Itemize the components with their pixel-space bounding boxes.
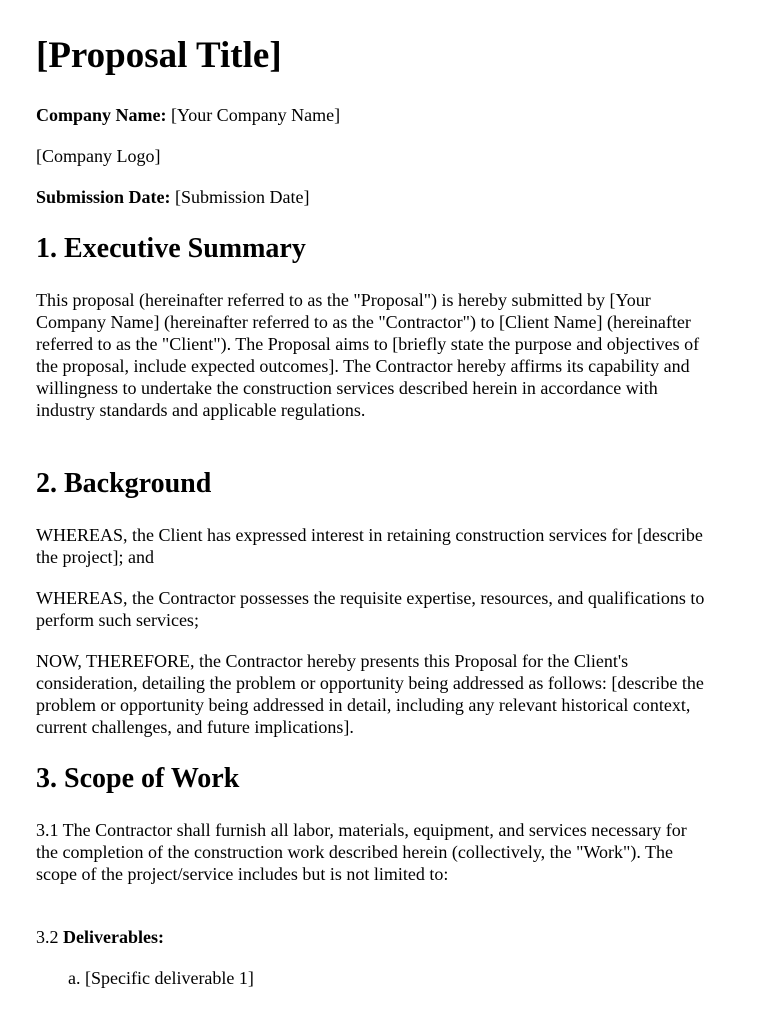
deliverables-line (36, 926, 164, 948)
deliverables-number: 3.2 (36, 927, 63, 947)
scope-of-work-heading: 3. Scope of Work (36, 763, 240, 794)
background-paragraph-2: WHEREAS, the Contractor possesses the requisite expertise, resources, and qualifications to perform such services; (36, 588, 705, 630)
submission-date-line (36, 186, 310, 208)
company-name-line (36, 104, 340, 126)
deliverables-label: Deliverables: (63, 927, 164, 947)
background-heading: 2. Background (36, 468, 212, 499)
company-name-value: [Your Company Name] (166, 105, 341, 125)
company-name-label: Company Name: (36, 105, 167, 125)
deliverable-item-a: a. [Specific deliverable 1] (68, 968, 254, 988)
scope-paragraph-3-1: 3.1 The Contractor shall furnish all labor, materials, equipment, and services necessary for the completion of the construction work described herein (collectively, the "Work"). The scope of the project/service includes but is not limited to: (36, 820, 687, 884)
background-paragraph-1: WHEREAS, the Client has expressed interest in retaining construction services for [describe the project]; and (36, 525, 703, 567)
background-paragraph-3: NOW, THEREFORE, the Contractor hereby presents this Proposal for the Client's consideration, detailing the problem or opportunity being addressed as follows: [describe the problem or opportunity being addressed in detail, including any relevant historical context, current challenges, and future implications]. (36, 651, 704, 737)
proposal-title: [Proposal Title] (36, 35, 282, 76)
executive-summary-heading: 1. Executive Summary (36, 233, 306, 264)
company-logo-placeholder: [Company Logo] (36, 146, 161, 166)
executive-summary-paragraph: This proposal (hereinafter referred to as the "Proposal") is hereby submitted by [Your Company Name] (hereinafter referred to as the "Contractor") to [Client Name] (hereinafter referred to as the "Client"). The Proposal aims to [briefly state the purpose and objectives of the proposal, include expected outcomes]. The Contractor hereby affirms its capability and willingness to undertake the construction services described herein in accordance with industry standards and applicable regulations. (36, 290, 700, 420)
submission-date-value: [Submission Date] (170, 187, 310, 207)
submission-date-label: Submission Date: (36, 187, 171, 207)
